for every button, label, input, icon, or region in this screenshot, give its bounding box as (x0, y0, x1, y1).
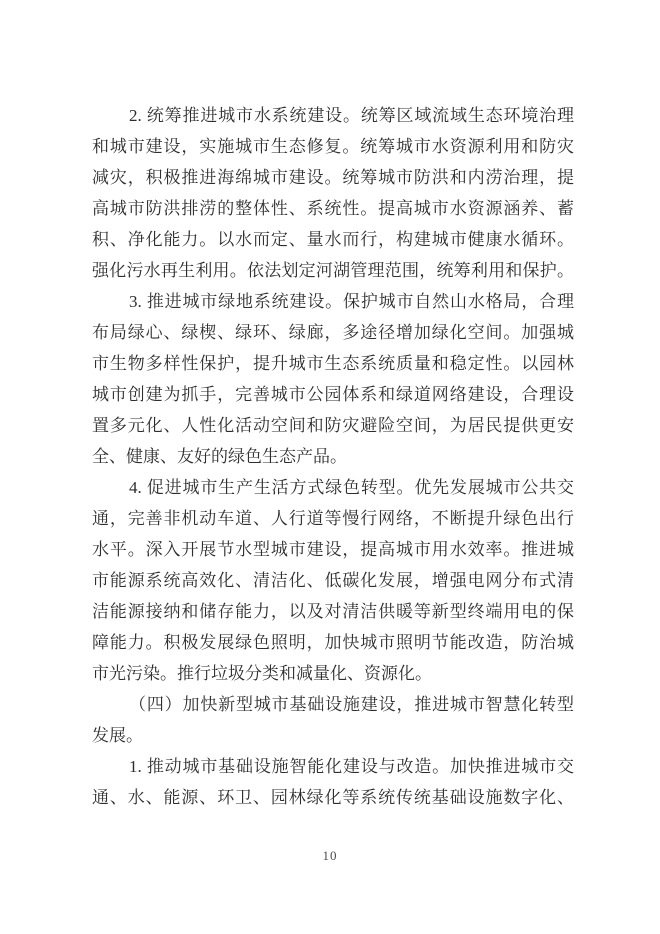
document-body (92, 100, 574, 813)
text-line: 全、健康、友好的绿色生态产品。 (92, 447, 347, 466)
text-line: 通、水、能源、环卫、园林绿化等系统传统基础设施数字化、 (92, 788, 574, 807)
text-line: 强化污水再生利用。依法划定河湖管理范围，统筹利用和保护。 (92, 261, 574, 280)
text-line: 水平。深入开展节水型城市建设，提高城市用水效率。推进城 (92, 540, 574, 559)
text-line: 减灾，积极推进海绵城市建设。统筹城市防洪和内涝治理，提 (92, 168, 574, 187)
text-line: 布局绿心、绿楔、绿环、绿廊，多途径增加绿化空间。加强城 (92, 323, 574, 342)
text-line: 高城市防洪排涝的整体性、系统性。提高城市水资源涵养、蓄 (92, 199, 574, 218)
text-line: 通，完善非机动车道、人行道等慢行网络，不断提升绿色出行 (92, 509, 574, 528)
text-line: 置多元化、人性化活动空间和防灾避险空间，为居民提供更安 (92, 416, 574, 435)
text-line: 洁能源接纳和储存能力，以及对清洁供暖等新型终端用电的保 (92, 602, 574, 621)
text-line: 市能源系统高效化、清洁化、低碳化发展，增强电网分布式清 (92, 571, 574, 590)
text-line: 城市创建为抓手，完善城市公园体系和绿道网络建设，合理设 (92, 385, 574, 404)
text-line: 积、净化能力。以水而定、量水而行，构建城市健康水循环。 (92, 230, 574, 249)
page-number: 10 (322, 848, 338, 863)
text-line: 和城市建设，实施城市生态修复。统筹城市水资源利用和防灾 (92, 137, 574, 156)
text-line: 4. 促进城市生产生活方式绿色转型。优先发展城市公共交 (129, 478, 574, 497)
text-line: 发展。 (92, 726, 143, 745)
text-line: 市生物多样性保护，提升城市生态系统质量和稳定性。以园林 (92, 354, 574, 373)
text-line: 3. 推进城市绿地系统建设。保护城市自然山水格局，合理 (129, 292, 574, 311)
text-line: 2. 统筹推进城市水系统建设。统筹区域流域生态环境治理 (129, 106, 574, 125)
text-line: 1. 推动城市基础设施智能化建设与改造。加快推进城市交 (129, 757, 574, 776)
text-line: 市光污染。推行垃圾分类和减量化、资源化。 (92, 664, 432, 683)
text-line: 障能力。积极发展绿色照明，加快城市照明节能改造，防治城 (92, 633, 574, 652)
text-line: （四）加快新型城市基础设施建设，推进城市智慧化转型 (129, 695, 574, 714)
